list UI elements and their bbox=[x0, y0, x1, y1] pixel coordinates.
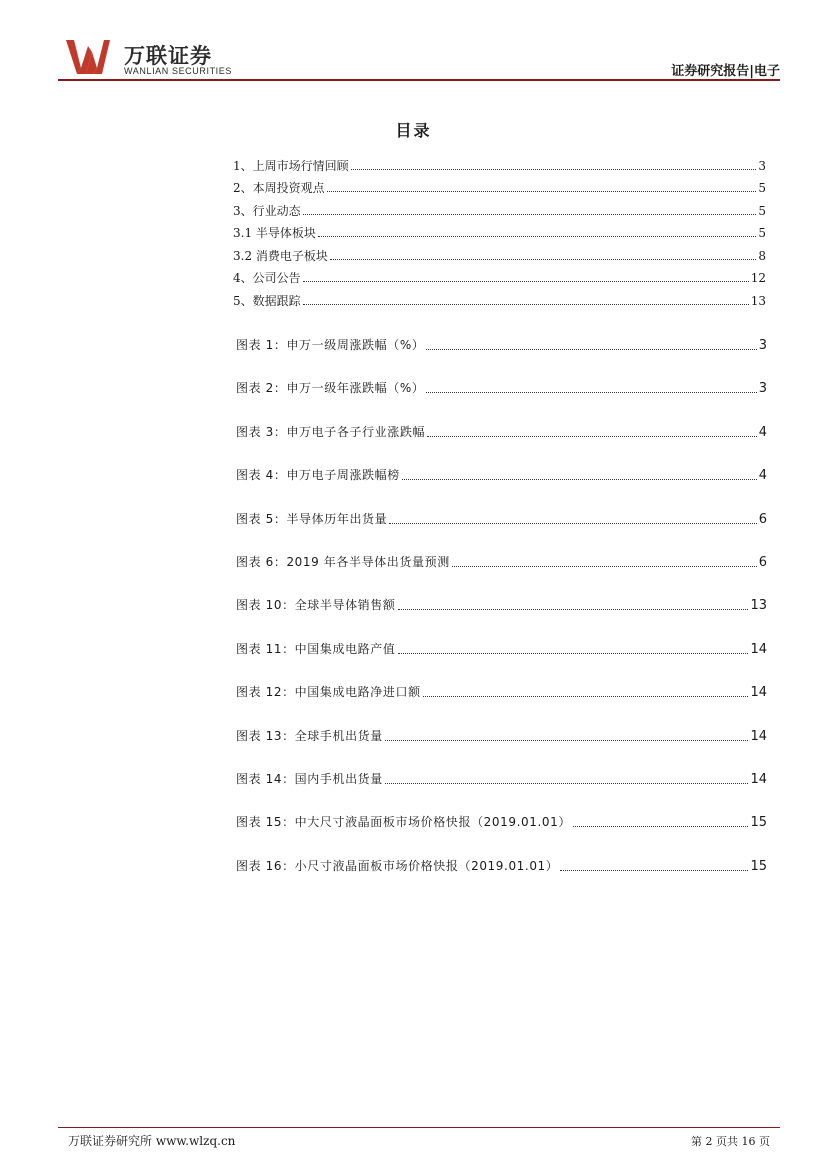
dot-leader bbox=[330, 258, 756, 260]
dot-leader bbox=[560, 869, 748, 871]
dot-leader bbox=[385, 739, 749, 741]
figure-entry-title: 图表 5：半导体历年出货量 bbox=[236, 511, 388, 526]
toc-entry[interactable] bbox=[233, 195, 766, 218]
figure-entry[interactable] bbox=[236, 353, 767, 396]
figure-entry-title: 图表 13：全球手机出货量 bbox=[236, 728, 383, 743]
figure-entry-page: 14 bbox=[750, 728, 767, 744]
figure-entry-page: 14 bbox=[750, 641, 767, 657]
dot-leader bbox=[351, 168, 757, 170]
figure-entry[interactable] bbox=[236, 700, 767, 743]
dot-leader bbox=[303, 213, 757, 215]
dot-leader bbox=[318, 235, 756, 237]
dot-leader bbox=[452, 565, 757, 567]
figure-entry-page: 4 bbox=[758, 424, 767, 440]
logo-chinese-name: 万联证券 bbox=[124, 44, 212, 68]
dot-leader bbox=[423, 695, 749, 697]
figure-entry-title: 图表 4：申万电子周涨跌幅榜 bbox=[236, 468, 400, 483]
figure-entry[interactable] bbox=[236, 787, 767, 830]
toc-entry[interactable] bbox=[233, 285, 766, 308]
toc-entry-page: 5 bbox=[758, 181, 766, 195]
toc-entry-page: 5 bbox=[758, 226, 766, 240]
toc-entry-page: 12 bbox=[750, 271, 766, 285]
figure-entry[interactable] bbox=[236, 613, 767, 656]
figure-entry-title: 图表 12：中国集成电路净进口额 bbox=[236, 685, 421, 700]
footer-source: 万联证券研究所 www.wlzq.cn bbox=[68, 1134, 236, 1148]
dot-leader bbox=[426, 391, 756, 393]
header-divider bbox=[58, 79, 780, 81]
figure-entry-title: 图表 3：申万电子各子行业涨跌幅 bbox=[236, 424, 426, 439]
toc-entry-title: 5、数据跟踪 bbox=[233, 293, 301, 308]
dot-leader bbox=[398, 652, 749, 654]
toc-title: 目录 bbox=[395, 121, 432, 140]
figure-entry[interactable] bbox=[236, 830, 767, 873]
figure-entry[interactable] bbox=[236, 657, 767, 700]
figure-entry-page: 3 bbox=[758, 381, 767, 397]
toc-entry-title: 3.2 消费电子板块 bbox=[233, 248, 328, 263]
dot-leader bbox=[303, 280, 749, 282]
figure-entry-page: 6 bbox=[758, 511, 767, 527]
figure-entry-page: 3 bbox=[758, 338, 767, 353]
toc-entry-page: 3 bbox=[758, 158, 766, 173]
toc-entry-title: 3.1 半导体板块 bbox=[233, 226, 316, 240]
toc-entry-title: 1、上周市场行情回顾 bbox=[233, 158, 349, 173]
figure-entry[interactable] bbox=[236, 333, 767, 353]
figure-entry-title: 图表 11：中国集成电路产值 bbox=[236, 641, 396, 656]
figure-entry[interactable] bbox=[236, 396, 767, 439]
company-logo bbox=[66, 38, 236, 80]
dot-leader bbox=[327, 190, 757, 192]
figure-entry-title: 图表 1：申万一级周涨跌幅（%） bbox=[236, 338, 425, 352]
toc-entry-title: 3、行业动态 bbox=[233, 203, 301, 218]
figure-entry-page: 4 bbox=[758, 468, 767, 484]
figure-entry[interactable] bbox=[236, 527, 767, 570]
figure-entry-title: 图表 2：申万一级年涨跌幅（%） bbox=[236, 381, 425, 396]
footer-divider bbox=[58, 1127, 780, 1128]
dot-leader bbox=[402, 478, 757, 480]
wanlian-logo-icon bbox=[66, 38, 110, 76]
dot-leader bbox=[398, 608, 749, 610]
toc-entry-title: 4、公司公告 bbox=[233, 271, 301, 285]
toc-entry-title: 2、本周投资观点 bbox=[233, 181, 325, 195]
figure-entry-title: 图表 15：中大尺寸液晶面板市场价格快报（2019.01.01） bbox=[236, 815, 571, 830]
figure-entry[interactable] bbox=[236, 483, 767, 526]
toc-entry-page: 5 bbox=[758, 203, 766, 218]
figure-entry-title: 图表 16：小尺寸液晶面板市场价格快报（2019.01.01） bbox=[236, 858, 559, 873]
page-number: 第 2 页共 16 页 bbox=[691, 1135, 770, 1148]
figure-entry-page: 15 bbox=[750, 858, 767, 874]
dot-leader bbox=[385, 782, 749, 784]
toc-entry-page: 13 bbox=[750, 293, 766, 308]
dot-leader bbox=[389, 522, 756, 524]
figure-entry-title: 图表 6：2019 年各半导体出货量预测 bbox=[236, 554, 450, 569]
figure-entry-page: 15 bbox=[750, 815, 767, 831]
toc-entry[interactable] bbox=[233, 263, 766, 286]
figure-entry[interactable] bbox=[236, 744, 767, 787]
figure-list bbox=[236, 333, 767, 874]
dot-leader bbox=[426, 348, 756, 350]
figure-entry-page: 14 bbox=[750, 771, 767, 787]
dot-leader bbox=[573, 825, 748, 827]
figure-entry-page: 13 bbox=[750, 598, 767, 614]
figure-entry[interactable] bbox=[236, 440, 767, 483]
dot-leader bbox=[303, 303, 749, 305]
report-type-label: 证券研究报告|电子 bbox=[671, 64, 780, 79]
toc-entry[interactable] bbox=[233, 240, 766, 263]
toc-entry[interactable] bbox=[233, 150, 766, 173]
figure-entry[interactable] bbox=[236, 570, 767, 613]
toc-entry[interactable] bbox=[233, 173, 766, 196]
dot-leader bbox=[427, 435, 757, 437]
figure-entry-title: 图表 10：全球半导体销售额 bbox=[236, 598, 396, 613]
toc-entry[interactable] bbox=[233, 218, 766, 241]
page-header bbox=[58, 36, 780, 80]
toc-entry-page: 8 bbox=[758, 248, 766, 263]
logo-english-name: WANLIAN SECURITIES bbox=[124, 66, 232, 76]
figure-entry-page: 14 bbox=[750, 685, 767, 701]
figure-entry-page: 6 bbox=[758, 554, 767, 570]
toc-list bbox=[233, 150, 766, 308]
figure-entry-title: 图表 14：国内手机出货量 bbox=[236, 771, 383, 786]
